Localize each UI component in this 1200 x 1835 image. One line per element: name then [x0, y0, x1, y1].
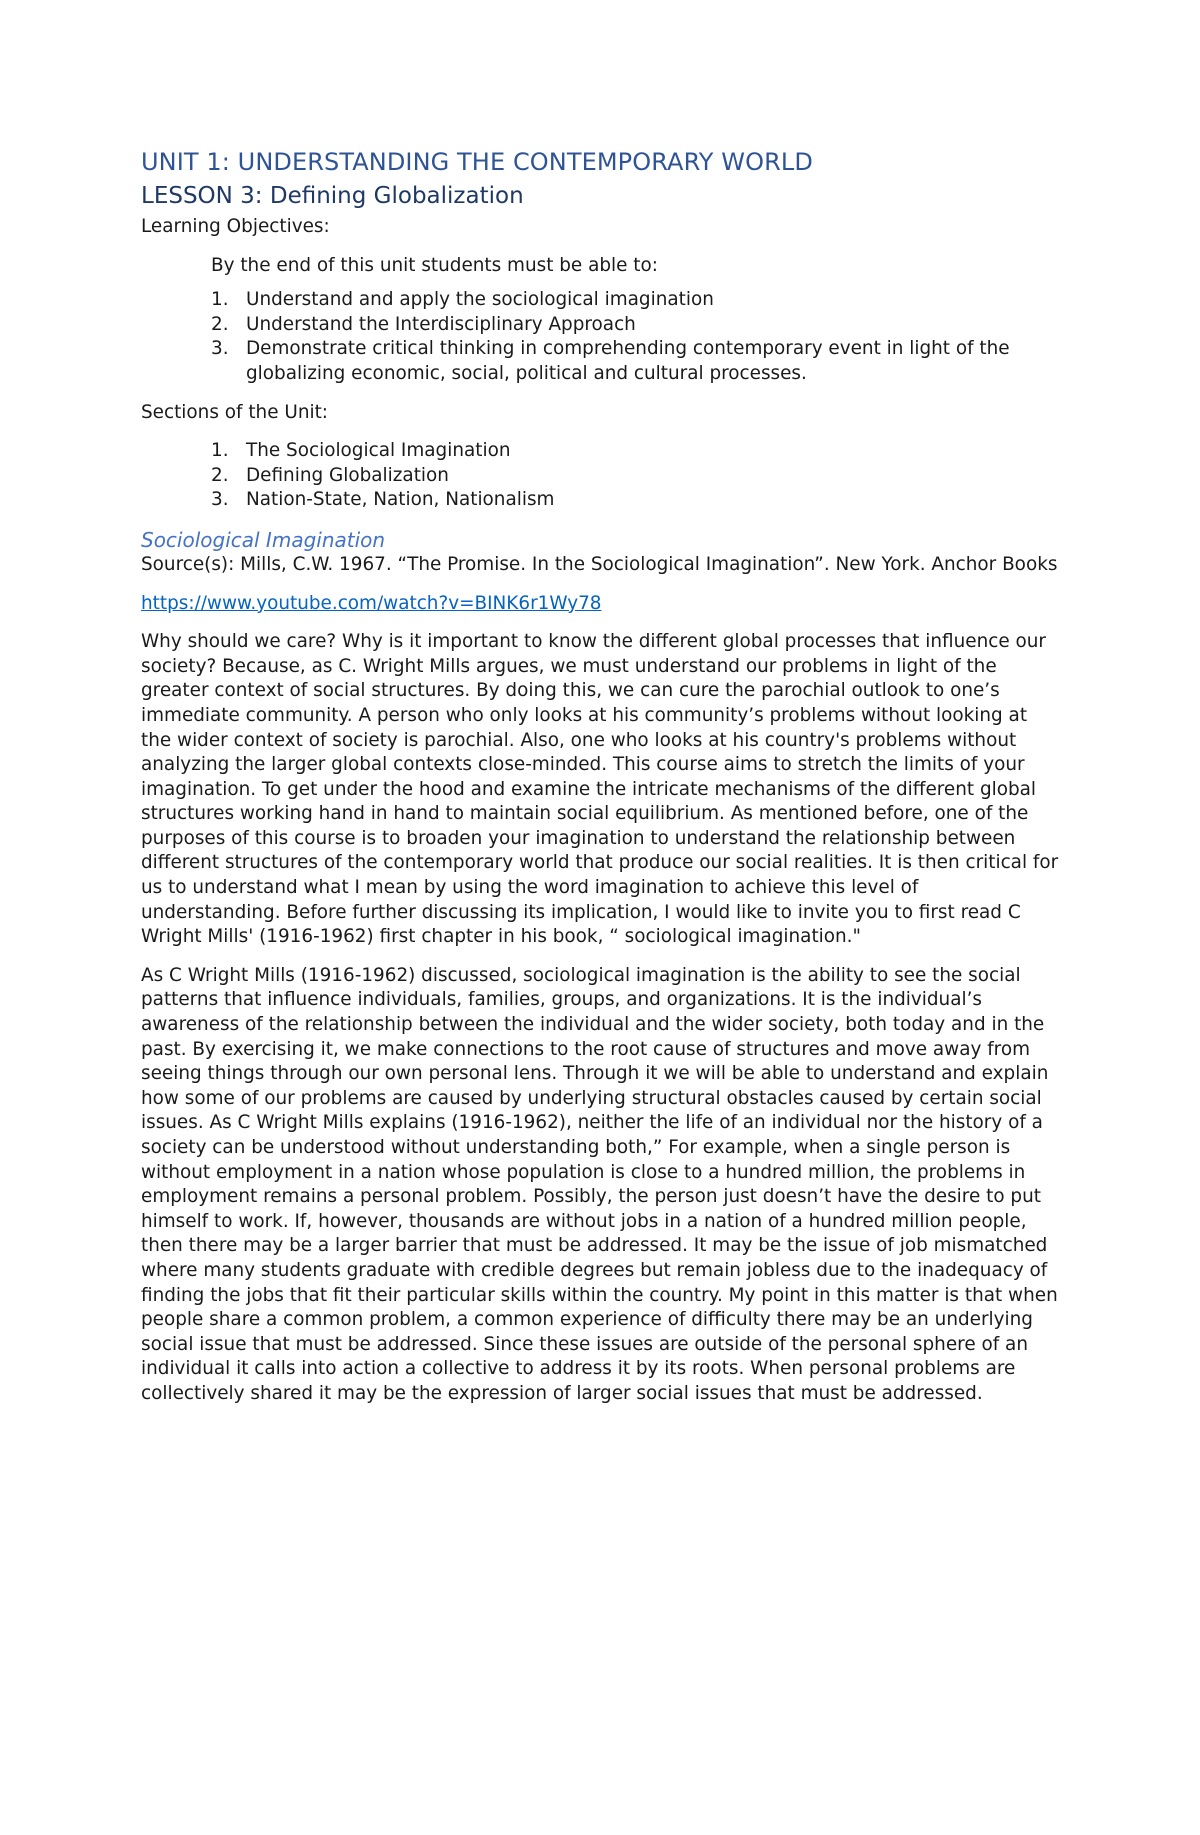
list-number: 1. [211, 440, 229, 462]
objectives-list [211, 288, 1060, 386]
list-item [211, 288, 1060, 313]
video-link-line [141, 592, 1060, 617]
list-number: 2. [211, 464, 229, 486]
list-text: Demonstrate critical thinking in comprehending contemporary event in light of the globalizing economic, social, political and cultural processes. [246, 338, 1010, 384]
section-heading: Sociological Imagination [141, 527, 386, 552]
list-text: Understand the Interdisciplinary Approach [246, 313, 636, 335]
objectives-intro: By the end of this unit students must be able to: [211, 254, 658, 276]
sections-list [211, 439, 1060, 513]
video-link[interactable]: https://www.youtube.com/watch?v=BINK6r1Wy78 [141, 592, 602, 614]
list-number: 3. [211, 489, 229, 511]
list-item [211, 337, 1060, 386]
list-number: 1. [211, 289, 229, 311]
unit-title: UNIT 1: UNDERSTANDING THE CONTEMPORARY WORLD [141, 148, 813, 176]
list-item [211, 439, 1060, 464]
sections-label: Sections of the Unit: [141, 401, 328, 423]
source-citation: Source(s): Mills, C.W. 1967. “The Promise. In the Sociological Imagination”. New York. Anchor Books [141, 553, 1058, 575]
body-paragraph: As C Wright Mills (1916-1962) discussed, sociological imagination is the ability to see the social patterns that influence individuals, families, groups, and organizations. It is the individual’s awareness of the relationship between the individual and the wider society, both today and in the past. By exercising it, we make connections to the root cause of structures and move away from seeing things through our own personal lens. Through it we will be able to understand and explain how some of our problems are caused by underlying structural obstacles caused by certain social issues. As C Wright Mills explains (1916-1962), neither the life of an individual nor the history of a society can be understood without understanding both,” For example, when a single person is without employment in a nation whose population is close to a hundred million, the problems in employment remains a personal problem. Possibly, the person just doesn’t have the desire to put himself to work. If, however, thousands are without jobs in a nation of a hundred million people, then there may be a larger barrier that must be addressed. It may be the issue of job mismatched where many students graduate with credible degrees but remain jobless due to the inadequacy of finding the jobs that fit their particular skills within the country. My point in this matter is that when people share a common problem, a common experience of difficulty there may be an underlying social issue that must be addressed. Since these issues are outside of the personal sphere of an individual it calls into action a collective to address it by its roots. When personal problems are collectively shared it may be the expression of larger social issues that must be addressed. [141, 964, 1058, 1404]
list-text: Nation-State, Nation, Nationalism [246, 489, 555, 511]
objectives-label: Learning Objectives: [141, 216, 330, 237]
list-number: 2. [211, 313, 229, 335]
list-text: The Sociological Imagination [246, 440, 511, 462]
list-number: 3. [211, 338, 229, 360]
lesson-title: LESSON 3: Defining Globalization [141, 183, 524, 209]
list-text: Understand and apply the sociological imagination [246, 289, 714, 311]
body-paragraph: Why should we care? Why is it important to know the different global processes that influence our society? Because, as C. Wright Mills argues, we must understand our problems in light of the greater context of social structures. By doing this, we can cure the parochial outlook to one’s immediate community. A person who only looks at his community’s problems without looking at the wider context of society is parochial. Also, one who looks at his country's problems without analyzing the larger global contexts close-minded. This course aims to stretch the limits of your imagination. To get under the hood and examine the intricate mechanisms of the different global structures working hand in hand to maintain social equilibrium. As mentioned before, one of the purposes of this course is to broaden your imagination to understand the relationship between different structures of the contemporary world that produce our social realities. It is then critical for us to understand what I mean by using the word imagination to achieve this level of understanding. Before further discussing its implication, I would like to invite you to first read C Wright Mills' (1916-1962) first chapter in his book, “ sociological imagination." [141, 631, 1059, 948]
list-item [211, 464, 1060, 489]
list-item [211, 488, 1060, 513]
list-text: Defining Globalization [246, 464, 449, 486]
list-item [211, 313, 1060, 338]
